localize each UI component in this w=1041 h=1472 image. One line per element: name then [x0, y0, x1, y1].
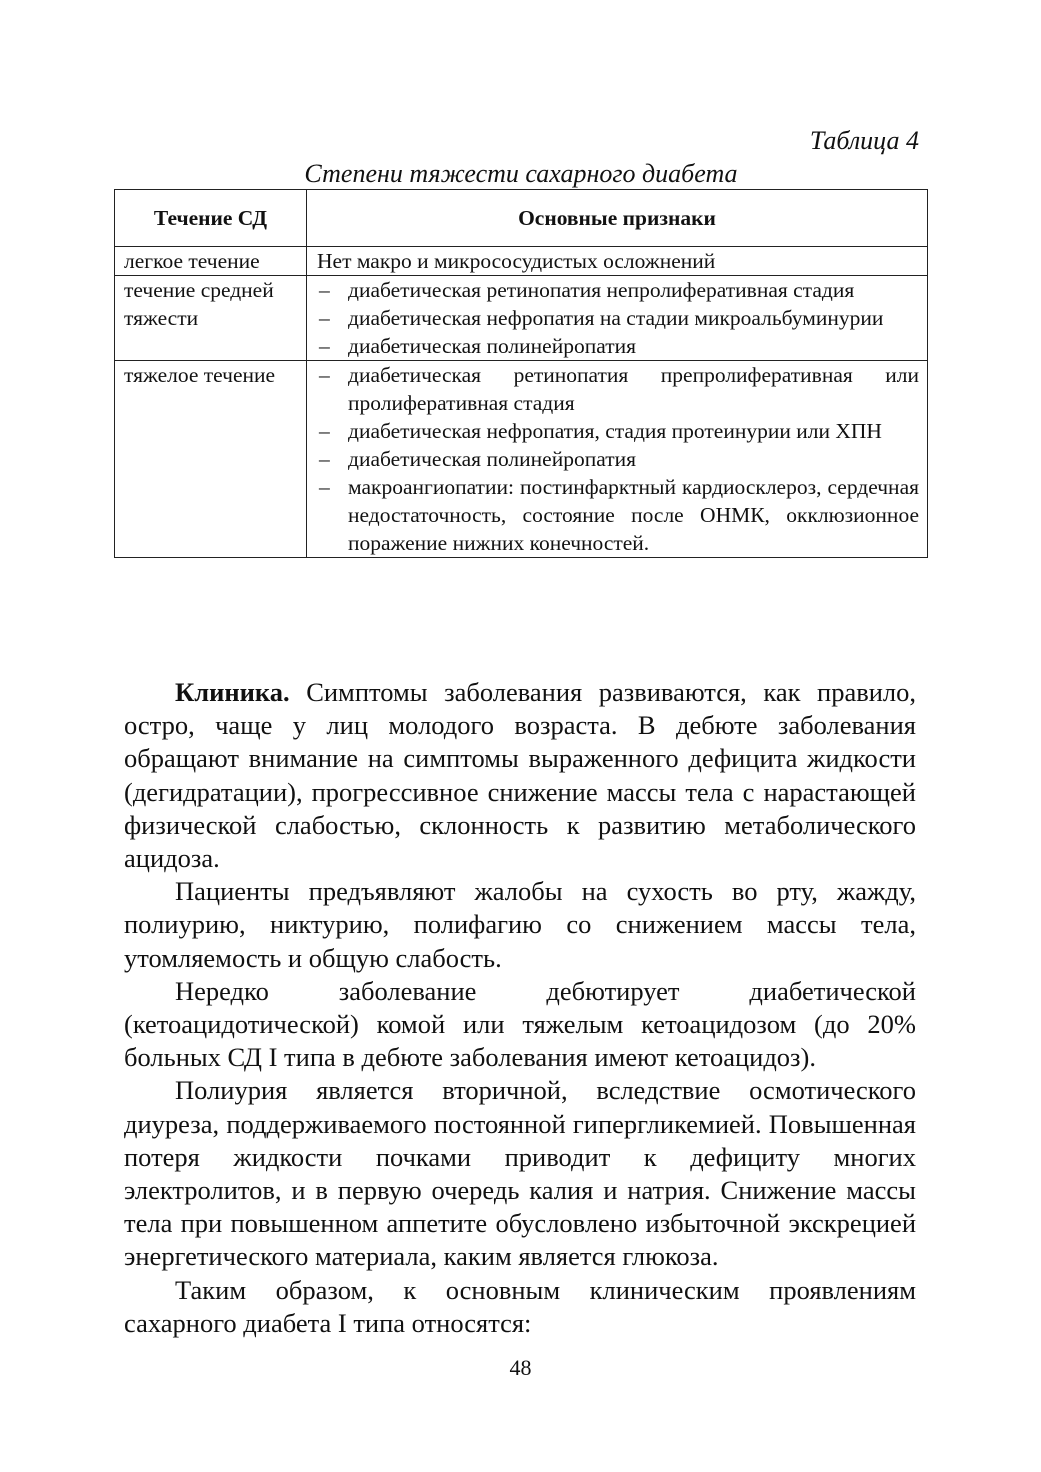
dash-marker: – — [319, 447, 330, 471]
body-text — [124, 676, 916, 1340]
course-cell: легкое течение — [115, 247, 307, 276]
feature-text: диабетическая нефропатия на стадии микроальбуминурии — [348, 306, 884, 330]
features-cell — [307, 361, 928, 558]
dash-marker: – — [319, 334, 330, 358]
features-cell — [307, 276, 928, 361]
feature-list — [317, 276, 919, 360]
dash-marker: – — [319, 475, 330, 499]
table-caption: Степени тяжести сахарного диабета — [304, 159, 738, 188]
table-header-row — [115, 190, 928, 247]
paragraph-complaints: Пациенты предъявляют жалобы на сухость во рту, жажду, полиурию, никтурию, полифагию со снижением массы тела, утомляемость и общую слабость. — [124, 876, 916, 973]
feature-item — [317, 473, 919, 557]
paragraph-ketoacidosis: Нередко заболевание дебютирует диабетической (кетоацидотической) комой или тяжелым кетоацидозом (до 20% больных СД I типа в дебюте заболевания имеют кетоацидоз). — [124, 975, 916, 1073]
feature-text: диабетическая полинейропатия — [348, 334, 636, 358]
dash-marker: – — [319, 278, 330, 302]
feature-list — [317, 361, 919, 557]
feature-text: диабетическая нефропатия, стадия протеинурии или ХПН — [348, 419, 882, 443]
paragraph-summary: Таким образом, к основным клиническим проявлениям сахарного диабета I типа относятся: — [124, 1274, 916, 1338]
feature-text: диабетическая ретинопатия непролиферативная стадия — [348, 278, 855, 302]
table-row — [115, 361, 928, 558]
paragraph-polyuria: Полиурия является вторичной, вследствие осмотического диуреза, поддерживаемого постоянной гипергликемией. Повышенная потеря жидкости почками приводит к дефициту многих электролитов, и в первую очередь калия и натрия. Снижение массы тела при повышенном аппетите обусловлено избыточной экскрецией энергетического материала, каким является глюкоза. — [124, 1075, 916, 1272]
course-cell: тяжелое течение — [115, 361, 307, 558]
dash-marker: – — [319, 306, 330, 330]
paragraph-lead: Клиника. — [175, 677, 290, 707]
severity-table — [114, 189, 928, 558]
dash-marker: – — [319, 363, 330, 387]
feature-text: диабетическая ретинопатия препролиферативная или пролиферативная стадия — [348, 363, 919, 415]
feature-item — [317, 332, 919, 360]
table-number: Таблица 4 — [809, 126, 919, 155]
feature-item — [317, 361, 919, 417]
table-row — [115, 247, 928, 276]
feature-item — [317, 445, 919, 473]
page-number: 48 — [509, 1355, 532, 1380]
course-cell: течение средней тяжести — [115, 276, 307, 361]
feature-text: макроангиопатии: постинфарктный кардиосклероз, сердечная недостаточность, состояние после ОНМК, окклюзионное поражение нижних конечностей. — [348, 475, 919, 555]
header-course: Течение СД — [115, 190, 307, 247]
dash-marker: – — [319, 419, 330, 443]
features-cell: Нет макро и микрососудистых осложнений — [307, 247, 928, 276]
paragraph-text: Симптомы заболевания развиваются, как правило, остро, чаще у лиц молодого возраста. В дебюте заболевания обращают внимание на симптомы выраженного дефицита жидкости (дегидратации), прогрессивное снижение массы тела с нарастающей физической слабостью, склонность к развитию метаболического ацидоза. — [124, 677, 916, 874]
feature-text: диабетическая полинейропатия — [348, 447, 636, 471]
paragraph-clinic — [124, 676, 916, 875]
feature-item — [317, 304, 919, 332]
header-features: Основные признаки — [307, 190, 928, 247]
table-row — [115, 276, 928, 361]
feature-item — [317, 276, 919, 304]
feature-item — [317, 417, 919, 445]
